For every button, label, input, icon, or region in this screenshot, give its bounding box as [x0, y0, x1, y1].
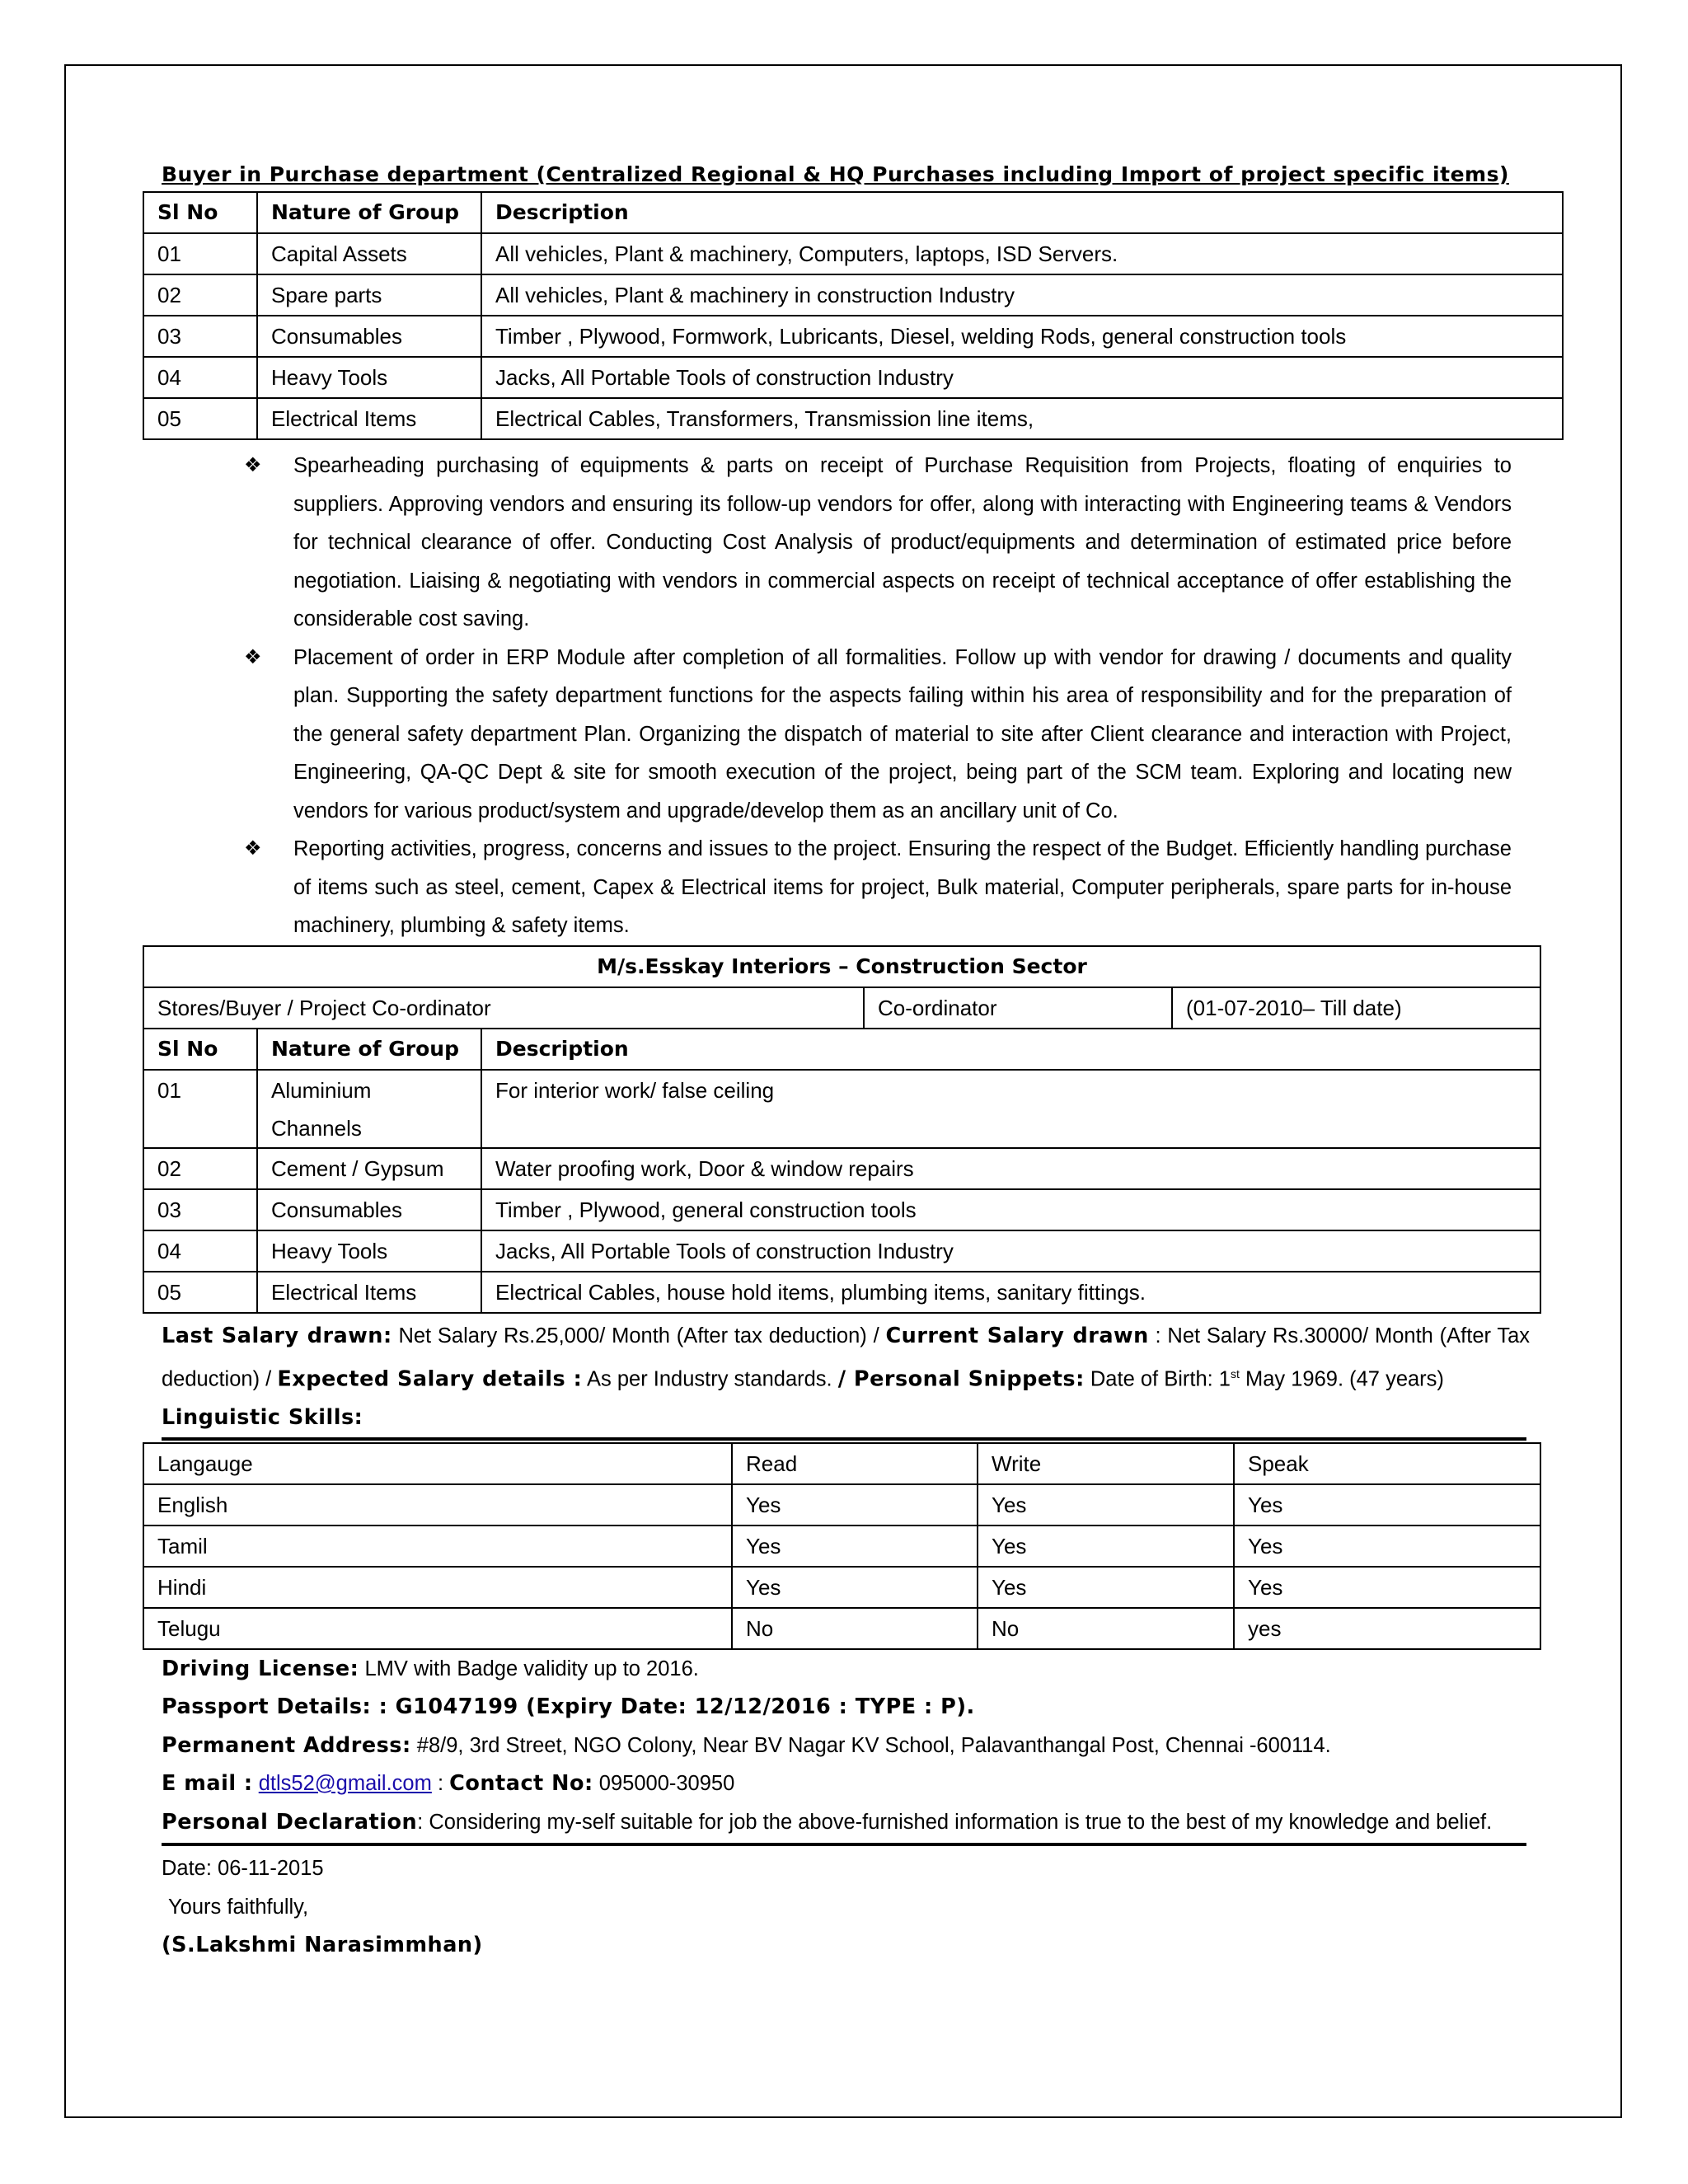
- passport-details: Passport Details: : G1047199 (Expiry Date: 12/12/2016 : TYPE : P).: [162, 1694, 975, 1719]
- table-header-row: [143, 1029, 1540, 1070]
- header-nature-of-group: Nature of Group: [257, 192, 481, 233]
- cell-read: Yes: [732, 1484, 978, 1526]
- expected-salary-value: As per Industry standards.: [586, 1367, 832, 1391]
- cell-sl-no: 02: [143, 1148, 257, 1189]
- list-item: [244, 447, 1512, 639]
- cell-group: Consumables: [257, 1189, 481, 1230]
- cell-sl-no: 05: [143, 398, 257, 439]
- cell-sl-no: 05: [143, 1272, 257, 1313]
- contact-separator: :: [437, 1772, 444, 1795]
- cell-sl-no: 02: [143, 274, 257, 316]
- bullet-text: Spearheading purchasing of equipments & parts on receipt of Purchase Requisition from Projects, floating of enquiries to suppliers. Approving vendors and ensuring its follow-up vendors for offer, along with interacting with Engineering teams & Vendors for technical clearance of offer. Conducting Cost Analysis of product/equipments and determination of estimated price before negotiation. Liaising & negotiating with vendors in commercial aspects on receipt of technical acceptance of offer establishing the considerable cost saving.: [293, 454, 1512, 630]
- table-row: [143, 233, 1563, 274]
- cell-group: Cement / Gypsum: [257, 1148, 481, 1189]
- contact-value: 095000-30950: [598, 1772, 735, 1795]
- table-row: [143, 1526, 1540, 1567]
- diamond-bullet-icon: ❖: [244, 454, 262, 476]
- driving-license-value: LMV with Badge validity up to 2016.: [364, 1657, 699, 1680]
- cell-speak: Yes: [1234, 1567, 1540, 1608]
- cell-description: All vehicles, Plant & machinery, Computers, laptops, ISD Servers.: [481, 233, 1563, 274]
- cell-description: Jacks, All Portable Tools of construction Industry: [481, 1230, 1540, 1272]
- cell-description: Electrical Cables, Transformers, Transmission line items,: [481, 398, 1563, 439]
- dob-superscript: st: [1230, 1367, 1240, 1380]
- table-row: [143, 398, 1563, 439]
- cell-group: Capital Assets: [257, 233, 481, 274]
- cell-group: Heavy Tools: [257, 357, 481, 398]
- cell-description: Jacks, All Portable Tools of construction Industry: [481, 357, 1563, 398]
- cell-sl-no: 03: [143, 1189, 257, 1230]
- cell-language: Telugu: [143, 1608, 732, 1649]
- table-row: [143, 1608, 1540, 1649]
- linguistic-skills-title: Linguistic Skills:: [162, 1405, 363, 1430]
- email-link[interactable]: dtls52@gmail.com: [258, 1772, 432, 1795]
- cell-read: No: [732, 1608, 978, 1649]
- cell-group: Heavy Tools: [257, 1230, 481, 1272]
- cell-read: Yes: [732, 1567, 978, 1608]
- header-read: Read: [732, 1443, 978, 1484]
- signoff-name: (S.Lakshmi Narasimmhan): [162, 1933, 483, 1957]
- email-label: E mail :: [162, 1771, 253, 1796]
- section-title: Buyer in Purchase department (Centralized Regional & HQ Purchases including Import of project specific items): [162, 162, 1509, 186]
- contact-line: [145, 1765, 1530, 1803]
- table-row: [143, 1272, 1540, 1313]
- list-item: [244, 639, 1512, 831]
- employment-period: (01-07-2010– Till date): [1172, 987, 1540, 1029]
- header-sl-no: Sl No: [143, 192, 257, 233]
- cell-write: Yes: [978, 1484, 1234, 1526]
- header-nature-of-group: Nature of Group: [257, 1029, 481, 1070]
- cell-write: Yes: [978, 1567, 1234, 1608]
- salary-paragraph: [145, 1317, 1530, 1399]
- role-title: Stores/Buyer / Project Co-ordinator: [143, 987, 864, 1029]
- cell-language: English: [143, 1484, 732, 1526]
- cell-sl-no: 03: [143, 316, 257, 357]
- divider: [162, 1437, 1526, 1441]
- last-salary-value: Net Salary Rs.25,000/ Month (After tax deduction) /: [398, 1324, 879, 1347]
- contact-label: Contact No:: [449, 1771, 593, 1796]
- cell-description: All vehicles, Plant & machinery in construction Industry: [481, 274, 1563, 316]
- table-header-row: [143, 1443, 1540, 1484]
- header-language: Langauge: [143, 1443, 732, 1484]
- cell-group: Aluminium Channels: [257, 1070, 481, 1148]
- expected-salary-label: Expected Salary details :: [277, 1366, 583, 1392]
- cell-sl-no: 01: [143, 1070, 257, 1148]
- cell-write: No: [978, 1608, 1234, 1649]
- resume-page: [145, 155, 1530, 1965]
- table-row: [143, 1230, 1540, 1272]
- designation: Co-ordinator: [864, 987, 1172, 1029]
- cell-speak: yes: [1234, 1608, 1540, 1649]
- cell-description: Timber , Plywood, Formwork, Lubricants, Diesel, welding Rods, general construction tools: [481, 316, 1563, 357]
- cell-speak: Yes: [1234, 1526, 1540, 1567]
- table-row: [143, 274, 1563, 316]
- employer-table: [143, 945, 1541, 1314]
- dob-prefix: Date of Birth: 1: [1090, 1367, 1231, 1391]
- bullet-text: Reporting activities, progress, concerns and issues to the project. Ensuring the respect of the Budget. Efficiently handling purchase of items such as steel, cement, Capex & Electrical items for project, Bulk material, Computer peripherals, spare parts for in-house machinery, plumbing & safety items.: [293, 837, 1512, 937]
- cell-sl-no: 04: [143, 1230, 257, 1272]
- bullet-text: Placement of order in ERP Module after completion of all formalities. Follow up with vendor for drawing / documents and quality plan. Supporting the safety department functions for the aspects failing within his area of responsibility and for the preparation of the general safety department Plan. Organizing the dispatch of material to site after Client clearance and interaction with Project, Engineering, QA-QC Dept & site for smooth execution of the project, being part of the SCM team. Exploring and locating new vendors for various product/system and upgrade/develop them as an ancillary unit of Co.: [293, 645, 1512, 823]
- header-sl-no: Sl No: [143, 1029, 257, 1070]
- cell-speak: Yes: [1234, 1484, 1540, 1526]
- language-table: [143, 1442, 1541, 1650]
- address-label: Permanent Address:: [162, 1732, 411, 1758]
- cell-read: Yes: [732, 1526, 978, 1567]
- purchase-groups-table: [143, 191, 1564, 440]
- cell-description: Electrical Cables, house hold items, plumbing items, sanitary fittings.: [481, 1272, 1540, 1313]
- cell-language: Hindi: [143, 1567, 732, 1608]
- table-row: [143, 1567, 1540, 1608]
- driving-license-line: [145, 1650, 1530, 1689]
- current-salary-label: Current Salary drawn: [885, 1323, 1149, 1348]
- table-row: [143, 1070, 1540, 1148]
- header-description: Description: [481, 1029, 1540, 1070]
- signoff-date: Date: 06-11-2015: [162, 1857, 324, 1880]
- header-description: Description: [481, 192, 1563, 233]
- cell-description: Timber , Plywood, general construction tools: [481, 1189, 1540, 1230]
- cell-language: Tamil: [143, 1526, 732, 1567]
- cell-sl-no: 01: [143, 233, 257, 274]
- table-row: [143, 357, 1563, 398]
- address-line: [145, 1727, 1530, 1765]
- driving-license-label: Driving License:: [162, 1656, 359, 1681]
- header-write: Write: [978, 1443, 1234, 1484]
- current-salary-value: : Net Salary Rs.30000/ Month (After Tax deduction) /: [162, 1324, 1530, 1391]
- table-row: [143, 1148, 1540, 1189]
- role-row: [143, 987, 1540, 1029]
- address-value: #8/9, 3rd Street, NGO Colony, Near BV Nagar KV School, Palavanthangal Post, Chennai -600114.: [416, 1733, 1331, 1757]
- signoff-closing: Yours faithfully,: [168, 1895, 309, 1919]
- table-row: [143, 1189, 1540, 1230]
- declaration: [145, 1803, 1530, 1842]
- company-row: [143, 946, 1540, 987]
- cell-sl-no: 04: [143, 357, 257, 398]
- declaration-value: : Considering my-self suitable for job the above-furnished information is true to the best of my knowledge and belief.: [417, 1810, 1493, 1834]
- header-speak: Speak: [1234, 1443, 1540, 1484]
- diamond-bullet-icon: ❖: [244, 837, 262, 860]
- last-salary-label: Last Salary drawn:: [162, 1323, 392, 1348]
- cell-group: Consumables: [257, 316, 481, 357]
- list-item: [244, 830, 1512, 945]
- cell-write: Yes: [978, 1526, 1234, 1567]
- responsibility-list: [244, 447, 1512, 945]
- cell-description: For interior work/ false ceiling: [481, 1070, 1540, 1148]
- dob-suffix: May 1969. (47 years): [1245, 1367, 1444, 1391]
- cell-group: Electrical Items: [257, 398, 481, 439]
- table-row: [143, 316, 1563, 357]
- company-name: M/s.Esskay Interiors – Construction Sector: [143, 946, 1540, 987]
- diamond-bullet-icon: ❖: [244, 645, 262, 668]
- personal-snippets-label: / Personal Snippets:: [837, 1366, 1085, 1392]
- table-header-row: [143, 192, 1563, 233]
- cell-group: Electrical Items: [257, 1272, 481, 1313]
- divider: [162, 1843, 1526, 1846]
- cell-group: Spare parts: [257, 274, 481, 316]
- cell-description: Water proofing work, Door & window repairs: [481, 1148, 1540, 1189]
- table-row: [143, 1484, 1540, 1526]
- declaration-label: Personal Declaration: [162, 1809, 418, 1835]
